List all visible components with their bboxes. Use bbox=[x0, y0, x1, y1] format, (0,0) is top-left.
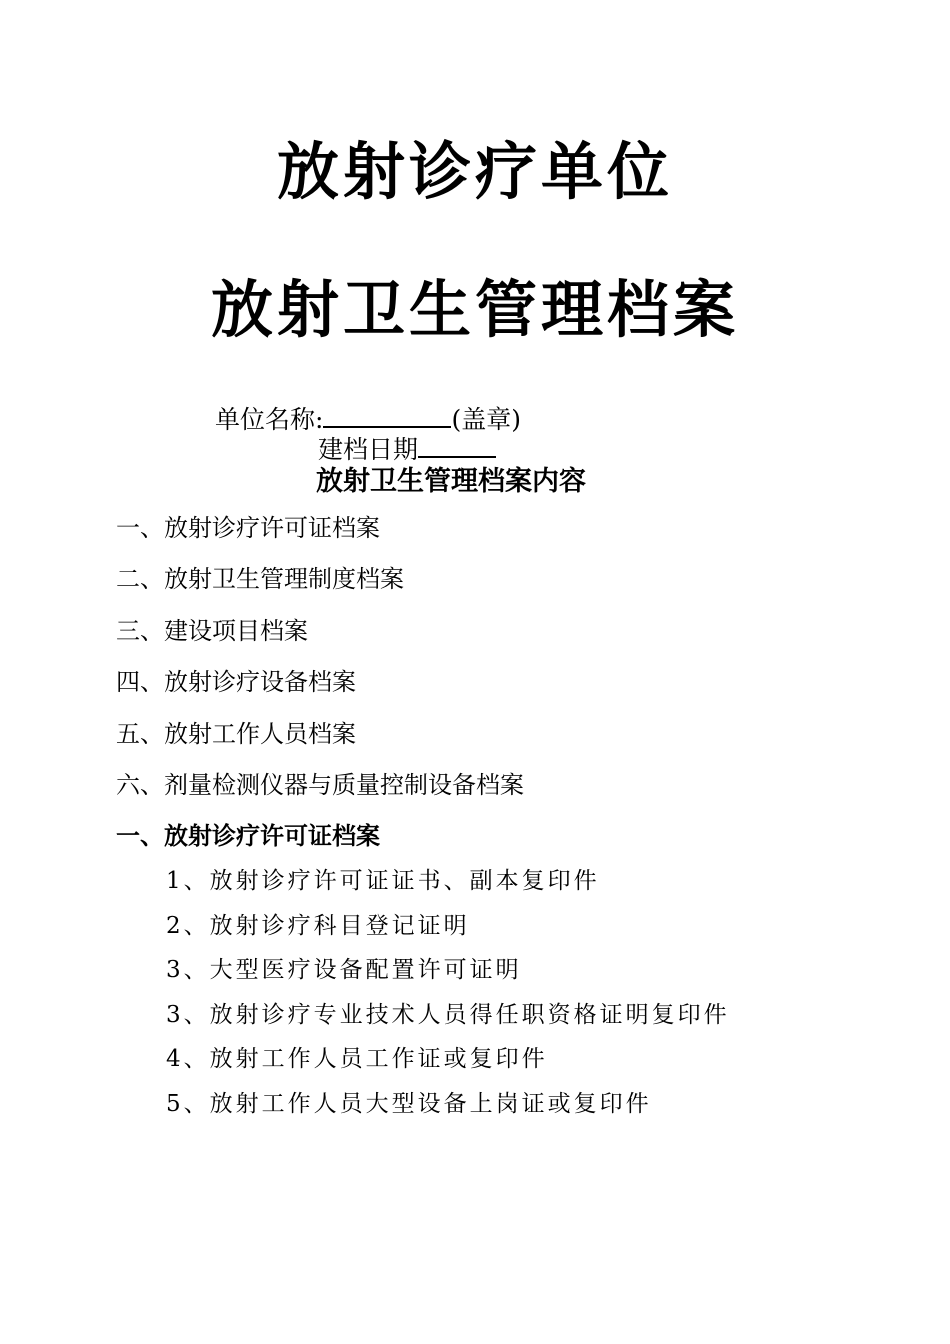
document-title-line-2: 放射卫生管理档案 bbox=[210, 273, 739, 346]
table-of-contents bbox=[116, 510, 524, 818]
section-1-item: 4、放射工作人员工作证或复印件 bbox=[166, 1046, 548, 1073]
toc-item: 五、放射工作人员档案 bbox=[116, 719, 356, 748]
filing-date-label: 建档日期 bbox=[318, 435, 419, 464]
section-1-item: 3、放射诊疗专业技术人员得任职资格证明复印件 bbox=[166, 1001, 730, 1028]
toc-item: 一、放射诊疗许可证档案 bbox=[116, 514, 380, 542]
section-1-heading: 一、放射诊疗许可证档案 bbox=[116, 822, 380, 850]
filing-date-blank[interactable] bbox=[418, 434, 496, 458]
unit-name-label: 单位名称: bbox=[215, 405, 324, 434]
toc-item: 四、放射诊疗设备档案 bbox=[116, 668, 356, 697]
section-1-item: 1、放射诊疗许可证证书、副本复印件 bbox=[166, 868, 600, 894]
toc-item: 六、剂量检测仪器与质量控制设备档案 bbox=[116, 770, 524, 799]
unit-name-blank[interactable] bbox=[323, 404, 451, 428]
section-1-item-list bbox=[166, 864, 730, 1132]
section-1-item: 3、大型医疗设备配置许可证明 bbox=[166, 957, 522, 984]
filing-date-field bbox=[318, 434, 496, 466]
document-title-line-1: 放射诊疗单位 bbox=[276, 135, 673, 208]
section-1-item: 5、放射工作人员大型设备上岗证或复印件 bbox=[166, 1090, 652, 1117]
unit-name-field bbox=[215, 404, 521, 436]
unit-name-stamp-note: (盖章) bbox=[451, 405, 521, 434]
contents-heading: 放射卫生管理档案内容 bbox=[316, 466, 586, 497]
toc-item: 二、放射卫生管理制度档案 bbox=[116, 565, 404, 594]
toc-item: 三、建设项目档案 bbox=[116, 616, 308, 645]
section-1-item: 2、放射诊疗科目登记证明 bbox=[166, 912, 470, 939]
